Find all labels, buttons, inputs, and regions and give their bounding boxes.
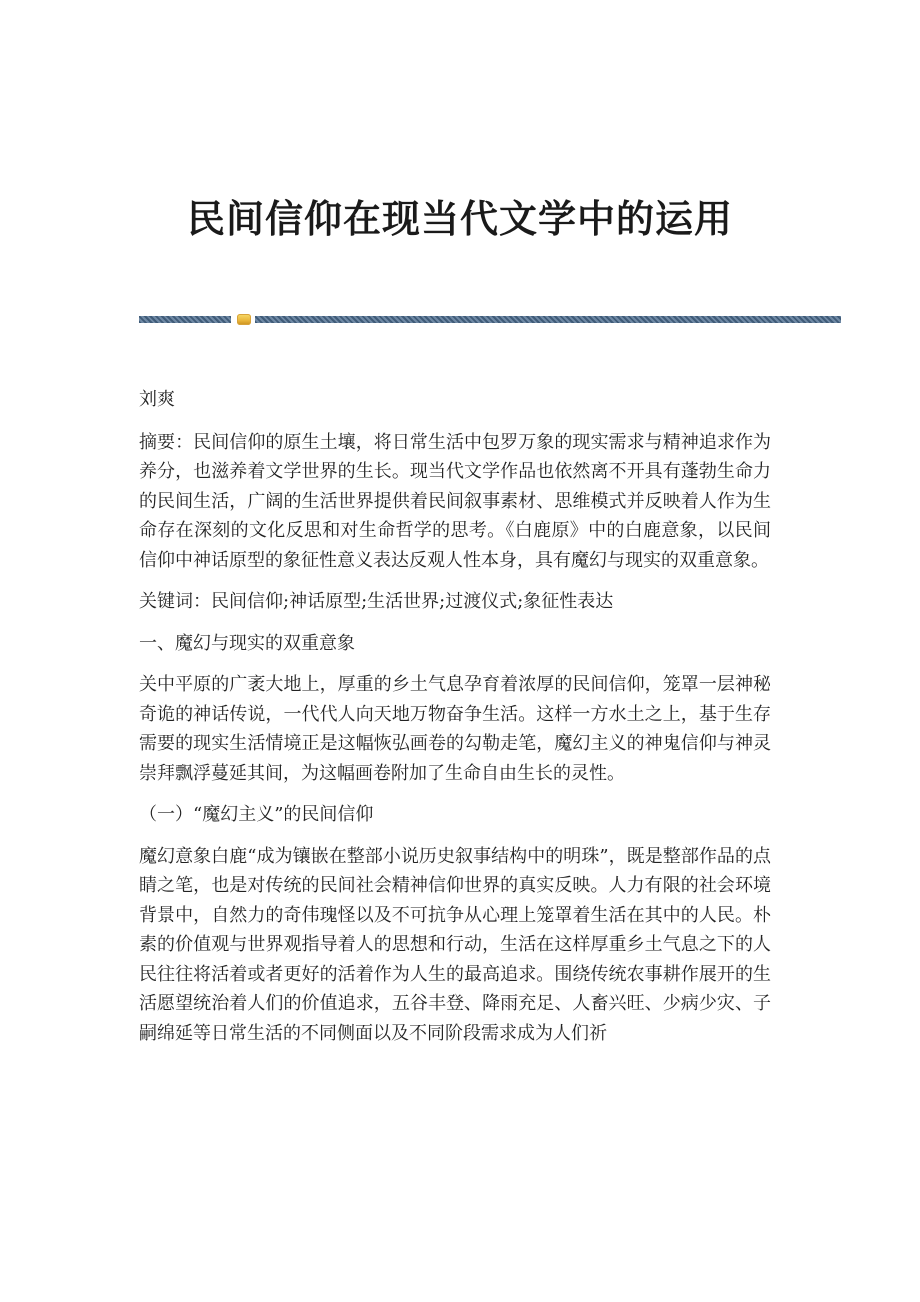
author-name: 刘爽 bbox=[139, 389, 175, 410]
abstract-paragraph: 摘要：民间信仰的原生土壤，将日常生活中包罗万象的现实需求与精神追求作为养分，也滋养着文学世界的生长。现当代文学作品也依然离不开具有蓬勃生命力的民间生活，广阔的生活世界提供着民间叙事素材、思维模式并反映着人作为生命存在深刻的文化反思和对生命哲学的思考。《白鹿原》中的白鹿意象，以民间信仰中神话原型的象征性意义表达反观人性本身，具有魔幻与现实的双重意象。 bbox=[139, 431, 771, 571]
title-divider bbox=[139, 314, 841, 324]
document-title: 民间信仰在现当代文学中的运用 bbox=[186, 196, 733, 241]
keywords-line: 关键词：民间信仰;神话原型;生活世界;过渡仪式;象征性表达 bbox=[139, 591, 614, 612]
section-heading: 一、魔幻与现实的双重意象 bbox=[139, 632, 355, 654]
document-body bbox=[139, 385, 771, 1060]
divider-bar-left bbox=[139, 316, 231, 323]
subsection-heading: （一）“魔幻主义”的民间信仰 bbox=[139, 804, 374, 825]
body-paragraph: 魔幻意象白鹿“成为镶嵌在整部小说历史叙事结构中的明珠”，既是整部作品的点睛之笔，也是对传统的民间社会精神信仰世界的真实反映。人力有限的社会环境背景中，自然力的奇伟瑰怪以及不可抗争从心理上笼罩着生活在其中的人民。朴素的价值观与世界观指导着人的思想和行动，生活在这样厚重乡土气息之下的人民往往将活着或者更好的活着作为人生的最高追求。围绕传统农事耕作展开的生活愿望统治着人们的价值追求，五谷丰登、降雨充足、人畜兴旺、少病少灾、子嗣绵延等日常生活的不同侧面以及不同阶段需求成为人们祈 bbox=[139, 845, 771, 1044]
divider-ornament-icon bbox=[237, 314, 251, 325]
divider-bar-right bbox=[255, 316, 841, 323]
body-paragraph: 关中平原的广袤大地上，厚重的乡土气息孕育着浓厚的民间信仰，笼罩一层神秘奇诡的神话传说，一代代人向天地万物奋争生活。这样一方水土之上，基于生存需要的现实生活情境正是这幅恢弘画卷的勾勒走笔，魔幻主义的神鬼信仰与神灵崇拜飘浮蔓延其间，为这幅画卷附加了生命自由生长的灵性。 bbox=[139, 674, 771, 784]
